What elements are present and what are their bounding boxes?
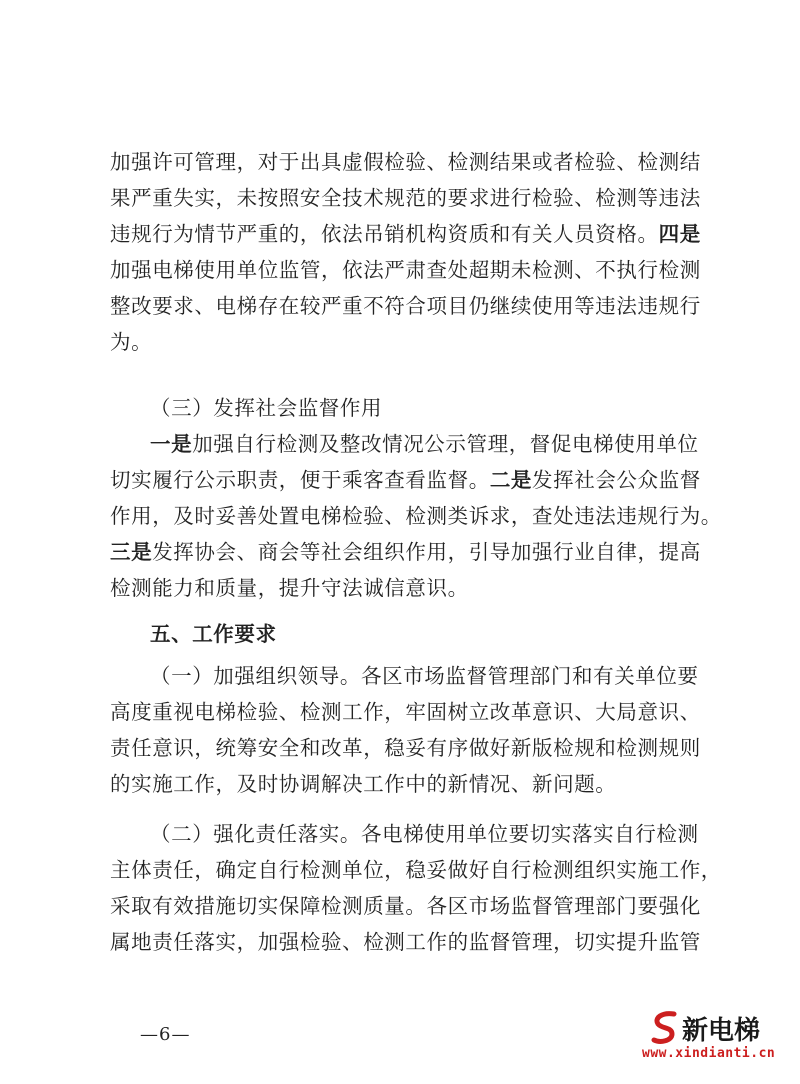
body-line-15: 的实施工作，及时协调解决工作中的新情况、新问题。 xyxy=(110,772,617,796)
body-text: 切实履行公示职责，便于乘客查看监督。 xyxy=(110,468,490,492)
body-line-14: 责任意识，统筹安全和改革，稳妥有序做好新版检规和检测规则 xyxy=(110,736,701,760)
bold-marker-one: 一是 xyxy=(150,432,193,456)
body-line-8 xyxy=(110,466,700,494)
body-text: 发挥协会、商会等社会组织作用，引导加强行业自律，提高 xyxy=(152,540,701,564)
body-line-7 xyxy=(150,430,740,458)
body-line-2: 果严重失实，未按照安全技术规范的要求进行检验、检测等违法 xyxy=(110,186,701,210)
bold-marker-three: 三是 xyxy=(110,540,153,564)
watermark xyxy=(642,1010,792,1066)
red-s-swoosh-icon xyxy=(650,1010,680,1046)
body-line-12: （一）加强组织领导。各区市场监督管理部门和有关单位要 xyxy=(150,664,699,688)
body-line-16: （二）强化责任落实。各电梯使用单位要切实落实自行检测 xyxy=(150,822,699,846)
body-line-11: 检测能力和质量，提升守法诚信意识。 xyxy=(110,576,469,600)
body-line-19: 属地责任落实，加强检验、检测工作的监督管理，切实提升监管 xyxy=(110,930,701,954)
body-line-3 xyxy=(110,220,700,248)
body-line-10 xyxy=(110,538,700,566)
body-line-1: 加强许可管理，对于出具虚假检验、检测结果或者检验、检测结 xyxy=(110,150,701,174)
body-line-13: 高度重视电梯检验、检测工作，牢固树立改革意识、大局意识、 xyxy=(110,700,701,724)
body-text: 加强自行检测及整改情况公示管理，督促电梯使用单位 xyxy=(192,432,699,456)
subsection-title-3: （三）发挥社会监督作用 xyxy=(150,396,383,420)
body-line-6: 为。 xyxy=(110,330,153,354)
bold-marker-four: 四是 xyxy=(658,222,701,246)
watermark-name: 新电梯 xyxy=(682,1016,761,1046)
body-line-5: 整改要求、电梯存在较严重不符合项目仍继续使用等违法违规行 xyxy=(110,294,701,318)
body-text: 违规行为情节严重的，依法吊销机构资质和有关人员资格。 xyxy=(110,222,659,246)
body-line-9: 作用，及时妥善处置电梯检验、检测类诉求，查处违法违规行为。 xyxy=(110,504,722,528)
body-text: 发挥社会公众监督 xyxy=(532,468,701,492)
bold-marker-two: 二是 xyxy=(489,468,533,492)
body-line-4: 加强电梯使用单位监管，依法严肃查处超期未检测、不执行检测 xyxy=(110,258,701,282)
section-heading-5: 五、工作要求 xyxy=(150,622,277,646)
body-line-17: 主体责任，确定自行检测单位，稳妥做好自行检测组织实施工作， xyxy=(110,858,722,882)
body-line-18: 采取有效措施切实保障检测质量。各区市场监督管理部门要强化 xyxy=(110,894,701,918)
watermark-url: www.xindianti.cn xyxy=(642,1046,776,1061)
page-number: —6— xyxy=(140,1024,191,1045)
